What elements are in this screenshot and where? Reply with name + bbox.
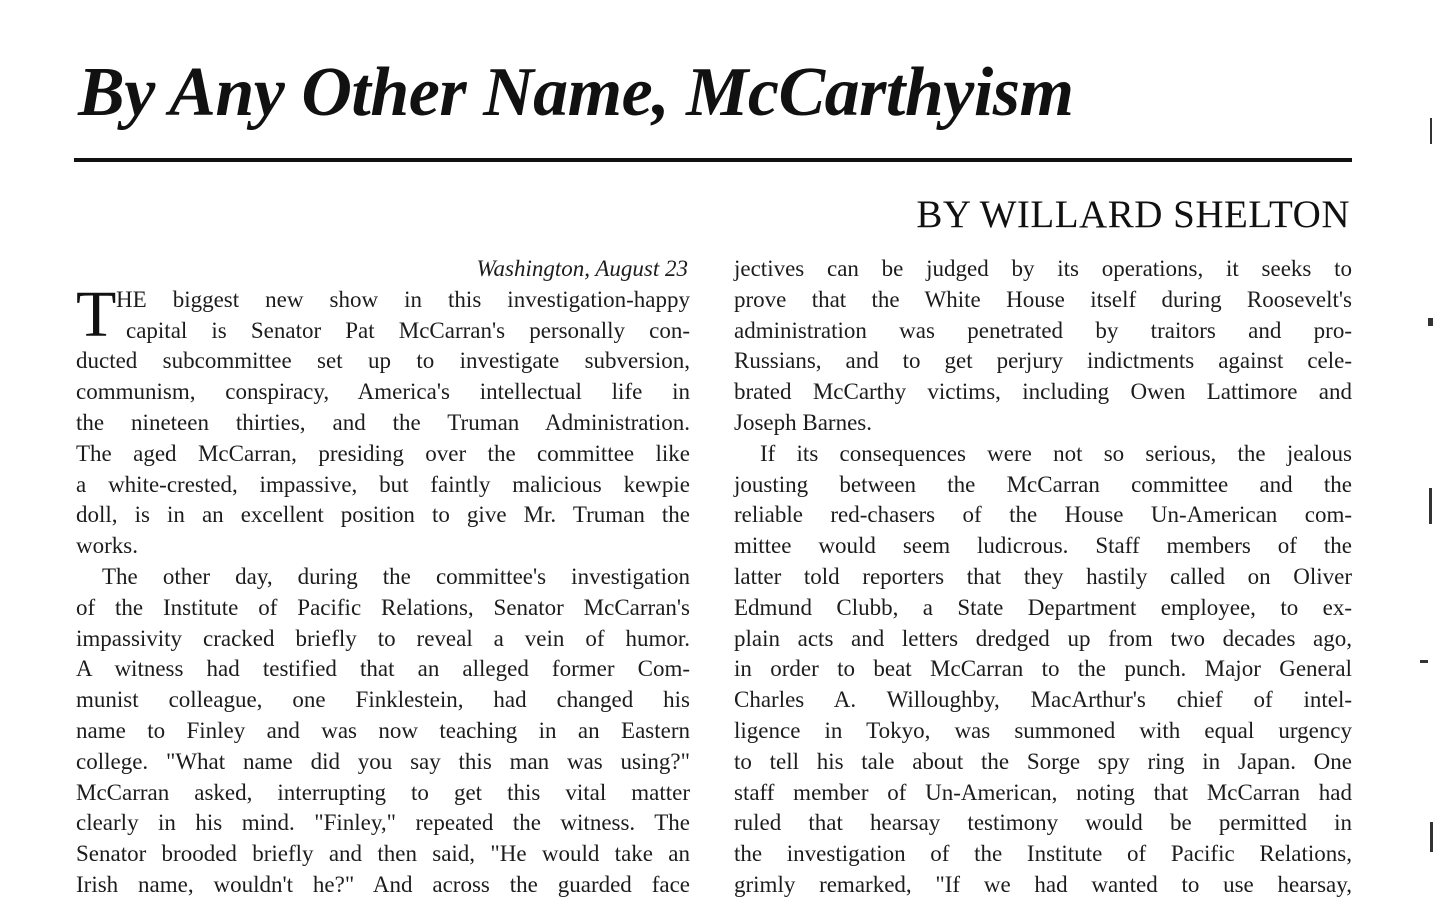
scan-speck <box>1430 822 1433 852</box>
scan-speck <box>1429 488 1432 524</box>
byline: BY WILLARD SHELTON <box>916 193 1350 236</box>
left-line: name to Finley and was now teaching in an Eastern <box>76 717 690 743</box>
right-line: Edmund Clubb, a State Department employee, to ex- <box>734 594 1352 620</box>
right-line: grimly remarked, "If we had wanted to use hearsay, <box>734 871 1352 897</box>
left-line: Senator brooded briefly and then said, "He would take an <box>76 841 690 867</box>
left-line: of the Institute of Pacific Relations, Senator McCarran's <box>76 594 690 620</box>
title-rule <box>74 158 1352 162</box>
left-column <box>76 254 690 901</box>
left-line: Irish name, wouldn't he?" And across the guarded face <box>76 871 690 897</box>
right-line: plain acts and letters dredged up from two decades ago, <box>734 625 1352 651</box>
left-line: munist colleague, one Finklestein, had changed his <box>76 687 690 713</box>
right-column <box>734 254 1352 901</box>
left-line: clearly in his mind. "Finley," repeated the witness. The <box>76 810 690 836</box>
left-line: The aged McCarran, presiding over the committee like <box>76 440 690 466</box>
left-line: doll, is in an excellent position to give Mr. Truman the <box>76 502 690 528</box>
right-line: prove that the White House itself during Roosevelt's <box>734 286 1352 312</box>
left-line: ducted subcommittee set up to investigate subversion, <box>76 348 690 374</box>
right-line: administration was penetrated by traitors and pro- <box>734 317 1352 343</box>
right-line: in order to beat McCarran to the punch. Major General <box>734 656 1352 682</box>
left-line: the nineteen thirties, and the Truman Administration. <box>76 409 690 435</box>
right-line: mittee would seem ludicrous. Staff members of the <box>734 533 1352 559</box>
dateline: Washington, August 23 <box>476 256 688 281</box>
right-line: Charles A. Willoughby, MacArthur's chief of intel- <box>734 687 1352 713</box>
right-line: latter told reporters that they hastily called on Oliver <box>734 563 1352 589</box>
right-line: jectives can be judged by its operations, it seeks to <box>734 256 1352 281</box>
left-line: a white-crested, impassive, but faintly malicious kewpie <box>76 471 690 497</box>
right-line: jousting between the McCarran committee and the <box>734 471 1352 497</box>
left-line: works. <box>76 533 138 559</box>
left-line: HE biggest new show in this investigation-happy <box>116 286 690 312</box>
right-line: to tell his tale about the Sorge spy ring in Japan. One <box>734 748 1352 774</box>
left-line: The other day, during the committee's investigation <box>102 563 690 589</box>
scan-speck <box>1420 660 1428 663</box>
right-line: Russians, and to get perjury indictments against cele- <box>734 348 1352 374</box>
left-line: impassivity cracked briefly to reveal a vein of humor. <box>76 625 690 651</box>
left-line: college. "What name did you say this man was using?" <box>76 748 690 774</box>
drop-cap: T <box>76 278 117 351</box>
left-line: McCarran asked, interrupting to get this vital matter <box>76 779 690 805</box>
right-line: the investigation of the Institute of Pacific Relations, <box>734 841 1352 867</box>
right-line: staff member of Un-American, noting that McCarran had <box>734 779 1352 805</box>
right-line: reliable red-chasers of the House Un-American com- <box>734 502 1352 528</box>
right-line: If its consequences were not so serious, the jealous <box>760 440 1352 466</box>
right-line: brated McCarthy victims, including Owen Lattimore and <box>734 379 1352 405</box>
article-title: By Any Other Name, McCarthyism <box>78 54 1074 131</box>
scan-speck <box>1428 318 1433 326</box>
right-line: ruled that hearsay testimony would be permitted in <box>734 810 1352 836</box>
right-line: Joseph Barnes. <box>734 409 872 435</box>
right-line: ligence in Tokyo, was summoned with equal urgency <box>734 717 1352 743</box>
left-line: A witness had testified that an alleged former Com- <box>76 656 690 682</box>
scan-speck <box>1430 118 1432 144</box>
left-line: communism, conspiracy, America's intellectual life in <box>76 379 690 405</box>
left-line: capital is Senator Pat McCarran's personally con- <box>126 317 690 343</box>
